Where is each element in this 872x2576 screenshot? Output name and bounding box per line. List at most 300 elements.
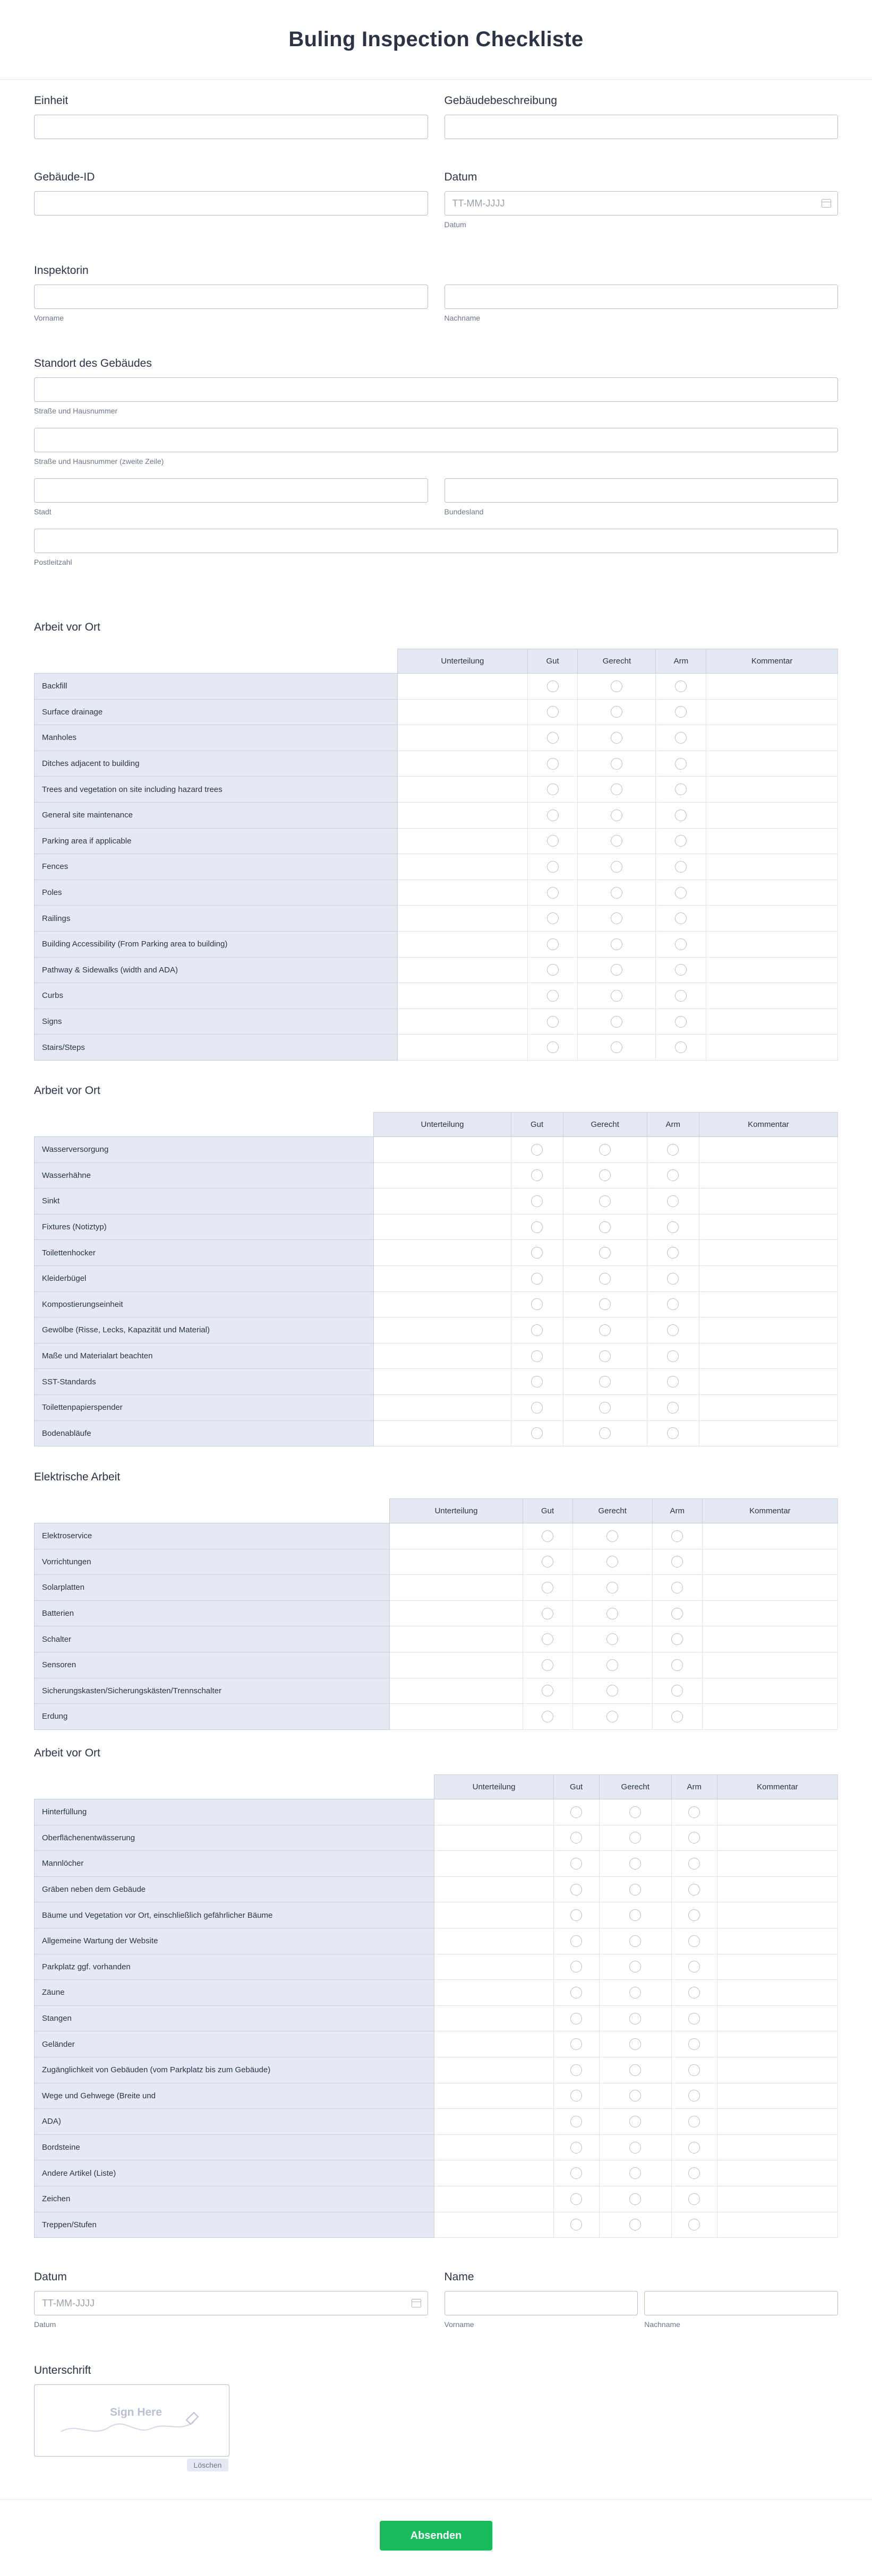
radio-button[interactable] [675,1016,687,1028]
kommentar-cell[interactable] [717,2186,837,2212]
radio-button[interactable] [542,1711,553,1722]
row-label: Fixtures (Notiztyp) [35,1214,374,1240]
radio-button[interactable] [667,1427,679,1439]
radio-button[interactable] [611,861,622,873]
radio-button[interactable] [531,1195,543,1207]
radio-button[interactable] [629,1935,641,1947]
radio-button[interactable] [542,1633,553,1645]
row-label: Sicherungskasten/Sicherungskästen/Trennschalter [35,1678,390,1704]
radio-button[interactable] [542,1685,553,1696]
radio-cell [527,802,578,828]
kommentar-cell[interactable] [699,1240,837,1266]
radio-button[interactable] [688,2116,700,2127]
postleitzahl-input[interactable] [34,529,838,553]
radio-button[interactable] [547,938,559,950]
radio-button[interactable] [675,938,687,950]
radio-button[interactable] [667,1324,679,1336]
radio-button[interactable] [688,1935,700,1947]
unterteilung-cell[interactable] [374,1420,511,1446]
radio-button[interactable] [611,990,622,1002]
radio-button[interactable] [629,2193,641,2205]
radio-button[interactable] [667,1195,679,1207]
radio-button[interactable] [570,2193,582,2205]
unterteilung-cell[interactable] [397,931,527,957]
radio-button[interactable] [629,2116,641,2127]
unterteilung-cell[interactable] [397,777,527,803]
unterteilung-cell[interactable] [397,983,527,1009]
kommentar-cell[interactable] [717,1954,837,1980]
unterteilung-cell[interactable] [434,1954,553,1980]
bottom-nachname-input[interactable] [644,2291,838,2315]
radio-cell [599,2186,671,2212]
radio-button[interactable] [667,1376,679,1388]
sign-here-text: Sign Here [110,2406,163,2418]
radio-button[interactable] [629,1858,641,1869]
column-header: Kommentar [706,649,838,674]
radio-button[interactable] [629,2064,641,2076]
unterteilung-cell[interactable] [397,1009,527,1035]
radio-button[interactable] [667,1144,679,1156]
radio-button[interactable] [547,912,559,924]
radio-button[interactable] [531,1221,543,1233]
radio-cell [599,2083,671,2109]
kommentar-cell[interactable] [706,699,838,725]
row-label: Andere Artikel (Liste) [35,2160,434,2186]
kommentar-cell[interactable] [702,1652,837,1678]
radio-button[interactable] [629,1806,641,1818]
kommentar-cell[interactable] [706,957,838,983]
radio-button[interactable] [671,1582,683,1593]
radio-button[interactable] [547,964,559,976]
unterteilung-cell[interactable] [390,1600,523,1626]
row-label: Erdung [35,1704,390,1730]
kommentar-cell[interactable] [706,725,838,751]
kommentar-cell[interactable] [702,1626,837,1652]
kommentar-cell[interactable] [706,906,838,932]
radio-button[interactable] [570,2038,582,2050]
kommentar-cell[interactable] [717,2005,837,2031]
kommentar-cell[interactable] [699,1162,837,1188]
radio-button[interactable] [599,1144,611,1156]
kommentar-cell[interactable] [706,674,838,700]
radio-button[interactable] [542,1659,553,1671]
radio-button[interactable] [570,1832,582,1843]
radio-button[interactable] [570,2064,582,2076]
radio-button[interactable] [667,1247,679,1259]
radio-button[interactable] [570,2116,582,2127]
radio-button[interactable] [675,912,687,924]
unterteilung-cell[interactable] [374,1265,511,1291]
radio-button[interactable] [611,706,622,718]
radio-button[interactable] [547,887,559,899]
radio-button[interactable] [547,809,559,821]
radio-button[interactable] [599,1273,611,1285]
radio-button[interactable] [675,861,687,873]
radio-button[interactable] [547,1016,559,1028]
unterteilung-cell[interactable] [390,1626,523,1652]
unterteilung-cell[interactable] [374,1394,511,1420]
radio-button[interactable] [547,758,559,770]
kommentar-cell[interactable] [717,1980,837,2006]
bottom-datum-input[interactable] [34,2291,428,2315]
radio-button[interactable] [611,680,622,692]
radio-button[interactable] [570,2090,582,2101]
kommentar-cell[interactable] [717,2212,837,2238]
calendar-icon[interactable] [412,2299,421,2307]
clear-signature-button[interactable]: Löschen [187,2459,228,2471]
radio-button[interactable] [675,964,687,976]
table-row [35,880,838,906]
radio-button[interactable] [606,1633,618,1645]
kommentar-cell[interactable] [717,1928,837,1954]
nachname-input[interactable] [444,285,839,309]
radio-button[interactable] [688,1961,700,1972]
radio-button[interactable] [667,1221,679,1233]
radio-cell [656,751,706,777]
column-header: Gerecht [563,1113,647,1137]
radio-button[interactable] [547,990,559,1002]
column-header: Kommentar [702,1499,837,1523]
vorname-input[interactable] [34,285,428,309]
radio-button[interactable] [667,1169,679,1181]
gebaeude-id-input[interactable] [34,191,428,216]
unterteilung-cell[interactable] [397,906,527,932]
radio-button[interactable] [542,1556,553,1567]
radio-button[interactable] [599,1350,611,1362]
unterteilung-cell[interactable] [374,1369,511,1395]
radio-button[interactable] [675,783,687,795]
radio-button[interactable] [611,758,622,770]
unterteilung-cell[interactable] [397,1035,527,1061]
kommentar-cell[interactable] [706,751,838,777]
kommentar-cell[interactable] [699,1420,837,1446]
radio-button[interactable] [606,1530,618,1542]
radio-button[interactable] [671,1659,683,1671]
radio-button[interactable] [570,2013,582,2024]
radio-button[interactable] [547,861,559,873]
radio-button[interactable] [547,706,559,718]
radio-button[interactable] [688,2142,700,2153]
unterteilung-cell[interactable] [434,2083,553,2109]
radio-button[interactable] [667,1350,679,1362]
unterteilung-cell[interactable] [374,1291,511,1317]
kommentar-cell[interactable] [717,1825,837,1851]
radio-button[interactable] [611,835,622,847]
unterteilung-cell[interactable] [374,1162,511,1188]
unterteilung-cell[interactable] [397,674,527,700]
unterteilung-cell[interactable] [374,1343,511,1369]
radio-button[interactable] [667,1298,679,1310]
kommentar-cell[interactable] [717,1851,837,1877]
radio-button[interactable] [675,990,687,1002]
unterteilung-cell[interactable] [434,1825,553,1851]
radio-button[interactable] [599,1169,611,1181]
radio-button[interactable] [629,1961,641,1972]
radio-button[interactable] [688,2064,700,2076]
gebaeudebeschreibung-input[interactable] [444,115,839,139]
radio-button[interactable] [688,2090,700,2101]
bundesland-input[interactable] [444,478,839,503]
unterteilung-cell[interactable] [397,880,527,906]
radio-button[interactable] [688,1858,700,1869]
radio-button[interactable] [611,783,622,795]
radio-button[interactable] [531,1247,543,1259]
kommentar-cell[interactable] [699,1394,837,1420]
radio-button[interactable] [570,1935,582,1947]
radio-button[interactable] [629,1832,641,1843]
radio-button[interactable] [599,1427,611,1439]
unterteilung-cell[interactable] [374,1240,511,1266]
radio-button[interactable] [531,1402,543,1414]
radio-button[interactable] [611,1016,622,1028]
kommentar-cell[interactable] [706,880,838,906]
radio-button[interactable] [675,809,687,821]
radio-button[interactable] [629,2013,641,2024]
unterteilung-cell[interactable] [374,1137,511,1163]
radio-button[interactable] [531,1350,543,1362]
kommentar-cell[interactable] [717,2057,837,2083]
radio-button[interactable] [531,1169,543,1181]
radio-button[interactable] [688,2219,700,2230]
radio-button[interactable] [547,1041,559,1053]
unterteilung-cell[interactable] [390,1549,523,1575]
unterteilung-cell[interactable] [434,2134,553,2160]
kommentar-cell[interactable] [706,854,838,880]
kommentar-cell[interactable] [702,1575,837,1601]
radio-button[interactable] [629,2219,641,2230]
radio-button[interactable] [570,1961,582,1972]
radio-button[interactable] [611,809,622,821]
radio-button[interactable] [671,1530,683,1542]
radio-button[interactable] [547,680,559,692]
kommentar-cell[interactable] [706,931,838,957]
kommentar-cell[interactable] [699,1317,837,1343]
radio-button[interactable] [599,1195,611,1207]
radio-button[interactable] [629,2142,641,2153]
radio-button[interactable] [671,1608,683,1619]
radio-button[interactable] [629,2167,641,2179]
unterteilung-cell[interactable] [374,1214,511,1240]
kommentar-cell[interactable] [699,1137,837,1163]
kommentar-cell[interactable] [717,2160,837,2186]
strasse2-input[interactable] [34,428,838,452]
unterteilung-cell[interactable] [397,802,527,828]
radio-button[interactable] [675,835,687,847]
kommentar-cell[interactable] [702,1549,837,1575]
kommentar-cell[interactable] [717,1876,837,1902]
unterteilung-cell[interactable] [397,957,527,983]
radio-button[interactable] [675,680,687,692]
radio-button[interactable] [542,1582,553,1593]
kommentar-cell[interactable] [706,983,838,1009]
kommentar-cell[interactable] [699,1214,837,1240]
radio-button[interactable] [629,2090,641,2101]
unterteilung-cell[interactable] [390,1575,523,1601]
strasse-sublabel: Straße und Hausnummer [34,407,118,415]
radio-button[interactable] [542,1530,553,1542]
unterteilung-cell[interactable] [397,854,527,880]
radio-button[interactable] [570,1884,582,1896]
unterteilung-cell[interactable] [434,2031,553,2057]
radio-button[interactable] [667,1402,679,1414]
unterteilung-cell[interactable] [434,2109,553,2135]
kommentar-cell[interactable] [699,1369,837,1395]
radio-button[interactable] [611,732,622,744]
radio-button[interactable] [531,1273,543,1285]
einheit-input[interactable] [34,115,428,139]
radio-button[interactable] [667,1273,679,1285]
radio-button[interactable] [675,706,687,718]
table-row [35,2031,838,2057]
unterteilung-cell[interactable] [390,1678,523,1704]
unterteilung-cell[interactable] [397,699,527,725]
radio-button[interactable] [570,1909,582,1921]
stadt-input[interactable] [34,478,428,503]
unterteilung-cell[interactable] [434,2160,553,2186]
datum-input[interactable] [444,191,839,216]
radio-button[interactable] [606,1711,618,1722]
radio-cell [553,1825,599,1851]
radio-button[interactable] [611,912,622,924]
unterteilung-cell[interactable] [434,2186,553,2212]
kommentar-cell[interactable] [699,1291,837,1317]
calendar-icon[interactable] [822,199,831,208]
unterteilung-cell[interactable] [390,1523,523,1549]
radio-cell [647,1369,699,1395]
radio-button[interactable] [688,1884,700,1896]
radio-button[interactable] [675,732,687,744]
radio-button[interactable] [629,1987,641,1998]
radio-button[interactable] [570,1987,582,1998]
radio-button[interactable] [606,1659,618,1671]
radio-button[interactable] [688,2038,700,2050]
bottom-vorname-input[interactable] [444,2291,638,2315]
kommentar-cell[interactable] [702,1704,837,1730]
radio-button[interactable] [599,1376,611,1388]
radio-button[interactable] [531,1144,543,1156]
radio-button[interactable] [570,2142,582,2153]
unterteilung-cell[interactable] [374,1188,511,1214]
kommentar-cell[interactable] [706,802,838,828]
radio-button[interactable] [611,1041,622,1053]
radio-cell [647,1240,699,1266]
kommentar-cell[interactable] [706,777,838,803]
kommentar-cell[interactable] [702,1600,837,1626]
radio-button[interactable] [611,887,622,899]
unterteilung-cell[interactable] [434,1876,553,1902]
radio-button[interactable] [611,964,622,976]
unterteilung-cell[interactable] [390,1652,523,1678]
unterteilung-cell[interactable] [434,2212,553,2238]
unterteilung-cell[interactable] [434,2057,553,2083]
radio-button[interactable] [688,2013,700,2024]
matrix-section-2 [34,1084,838,1446]
radio-button[interactable] [542,1608,553,1619]
signature-pad[interactable] [34,2384,229,2457]
unterteilung-cell[interactable] [434,1928,553,1954]
radio-button[interactable] [688,1806,700,1818]
radio-button[interactable] [629,1909,641,1921]
kommentar-cell[interactable] [702,1678,837,1704]
radio-button[interactable] [606,1582,618,1593]
radio-button[interactable] [531,1324,543,1336]
radio-button[interactable] [599,1402,611,1414]
kommentar-cell[interactable] [699,1188,837,1214]
radio-button[interactable] [675,1041,687,1053]
strasse-input[interactable] [34,377,838,402]
kommentar-cell[interactable] [717,1799,837,1825]
kommentar-cell[interactable] [699,1343,837,1369]
radio-button[interactable] [606,1608,618,1619]
radio-button[interactable] [606,1556,618,1567]
radio-button[interactable] [531,1298,543,1310]
kommentar-cell[interactable] [717,2134,837,2160]
radio-button[interactable] [688,1909,700,1921]
unterteilung-cell[interactable] [390,1704,523,1730]
radio-button[interactable] [547,783,559,795]
radio-button[interactable] [688,1832,700,1843]
radio-button[interactable] [688,2193,700,2205]
unterteilung-cell[interactable] [397,725,527,751]
radio-button[interactable] [531,1376,543,1388]
kommentar-cell[interactable] [717,2083,837,2109]
radio-button[interactable] [671,1556,683,1567]
radio-button[interactable] [629,1884,641,1896]
radio-button[interactable] [671,1711,683,1722]
radio-button[interactable] [688,2167,700,2179]
table-row [35,1009,838,1035]
radio-button[interactable] [599,1247,611,1259]
radio-button[interactable] [675,887,687,899]
kommentar-cell[interactable] [717,1902,837,1928]
radio-button[interactable] [688,1987,700,1998]
radio-button[interactable] [570,2167,582,2179]
kommentar-cell[interactable] [706,1009,838,1035]
postleitzahl-sublabel: Postleitzahl [34,558,72,566]
radio-button[interactable] [531,1427,543,1439]
unterteilung-cell[interactable] [397,828,527,854]
radio-button[interactable] [671,1685,683,1696]
radio-button[interactable] [570,2219,582,2230]
radio-button[interactable] [606,1685,618,1696]
submit-button[interactable]: Absenden [380,2521,492,2551]
kommentar-cell[interactable] [702,1523,837,1549]
unterteilung-cell[interactable] [434,1980,553,2006]
radio-button[interactable] [599,1221,611,1233]
radio-button[interactable] [547,835,559,847]
kommentar-cell[interactable] [717,2109,837,2135]
unterteilung-cell[interactable] [434,1799,553,1825]
unterteilung-cell[interactable] [374,1317,511,1343]
kommentar-cell[interactable] [717,2031,837,2057]
radio-button[interactable] [675,758,687,770]
radio-button[interactable] [599,1298,611,1310]
radio-button[interactable] [599,1324,611,1336]
radio-button[interactable] [629,2038,641,2050]
radio-button[interactable] [570,1858,582,1869]
radio-button[interactable] [671,1633,683,1645]
kommentar-cell[interactable] [706,1035,838,1061]
unterteilung-cell[interactable] [434,1902,553,1928]
kommentar-cell[interactable] [706,828,838,854]
unterteilung-cell[interactable] [434,1851,553,1877]
radio-button[interactable] [611,938,622,950]
unterteilung-cell[interactable] [434,2005,553,2031]
radio-button[interactable] [547,732,559,744]
kommentar-cell[interactable] [699,1265,837,1291]
radio-button[interactable] [570,1806,582,1818]
unterteilung-cell[interactable] [397,751,527,777]
